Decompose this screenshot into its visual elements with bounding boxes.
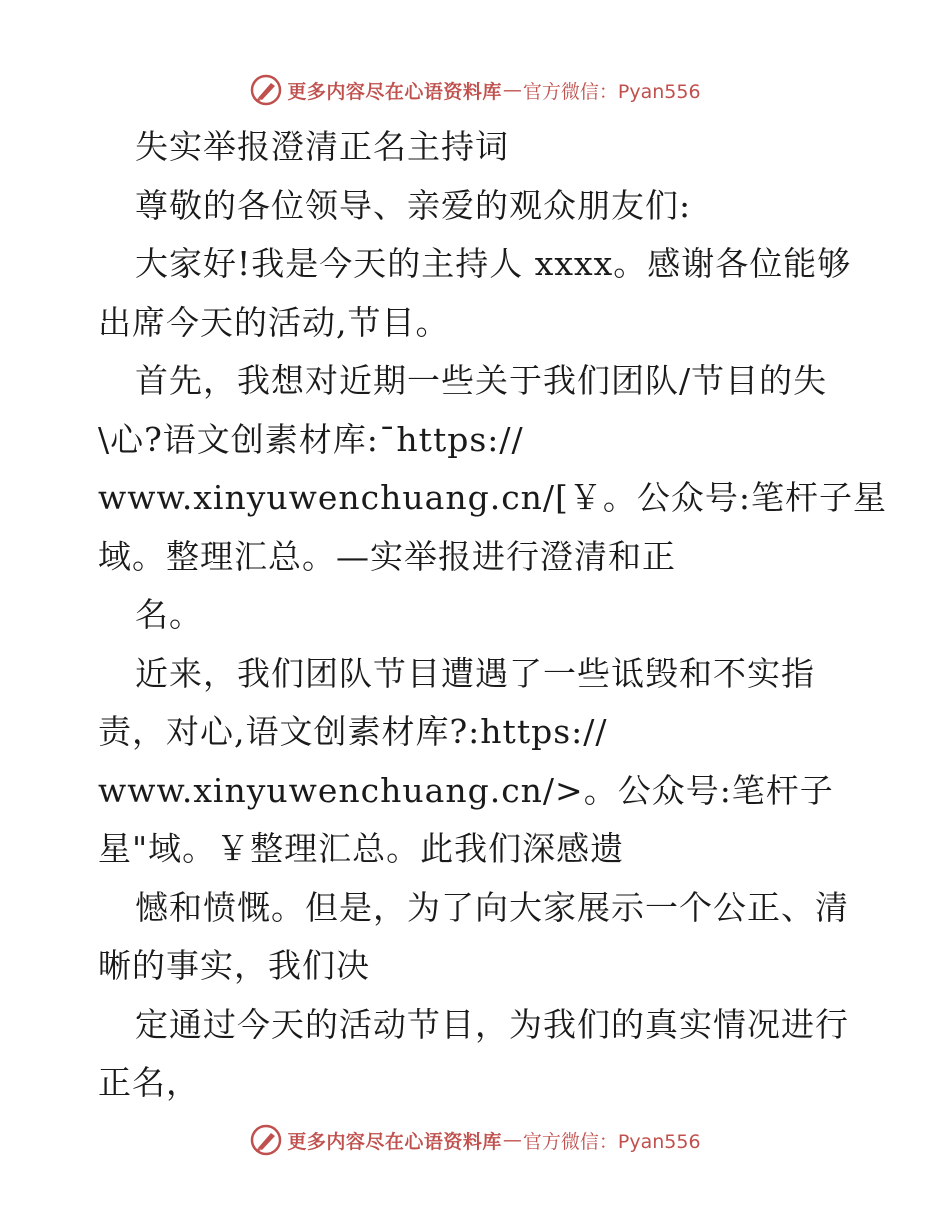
paragraph-line: 责，对心,语文创素材库?:https://	[98, 712, 608, 751]
banner-text: 更多内容尽在心语资料库	[287, 80, 502, 103]
paragraph-line: 憾和愤慨。但是，为了向大家展示一个公正、清	[135, 887, 849, 927]
document-title: 失实举报澄清正名主持词	[135, 127, 509, 166]
header-banner	[0, 70, 950, 110]
pen-logo-icon	[249, 1123, 283, 1157]
paragraph-line: \心?语文创素材库:¯https://	[98, 419, 524, 459]
banner-text: 更多内容尽在心语资料库	[287, 1130, 502, 1153]
banner-wechat: 官方微信：Pyan556	[522, 80, 701, 103]
document-body	[98, 118, 888, 1113]
paragraph-line: www.xinyuwenchuang.cn/>。公众号:笔杆子	[98, 770, 834, 810]
paragraph-line: 定通过今天的活动节目，为我们的真实情况进行	[135, 1004, 849, 1044]
paragraph-line: 出席今天的活动,节目。	[98, 302, 450, 342]
footer-banner	[0, 1120, 950, 1160]
banner-separator: —	[502, 79, 522, 101]
banner-wechat: 官方微信：Pyan556	[522, 1130, 701, 1153]
paragraph-line: 尊敬的各位领导、亲爱的观众朋友们:	[135, 185, 692, 225]
paragraph-line: 域。整理汇总。—实举报进行澄清和正	[98, 536, 676, 576]
paragraph-line: 首先，我想对近期一些关于我们团队/节目的失	[135, 361, 828, 400]
pen-logo-icon	[249, 73, 283, 107]
paragraph-line: www.xinyuwenchuang.cn/[￥。公众号:笔杆子星	[98, 478, 888, 517]
paragraph-line: 晰的事实，我们决	[98, 946, 370, 985]
paragraph-line: 星"域。￥整理汇总。此我们深感遗	[98, 829, 625, 868]
paragraph-line: 正名，	[98, 1063, 200, 1102]
paragraph-line: 大家好!我是今天的主持人 xxxx。感谢各位能够	[135, 244, 852, 283]
paragraph-line: 近来，我们团队节目遭遇了一些诋毁和不实指	[135, 653, 815, 693]
banner-separator: —	[502, 1129, 522, 1151]
paragraph-line: 名。	[135, 595, 203, 634]
